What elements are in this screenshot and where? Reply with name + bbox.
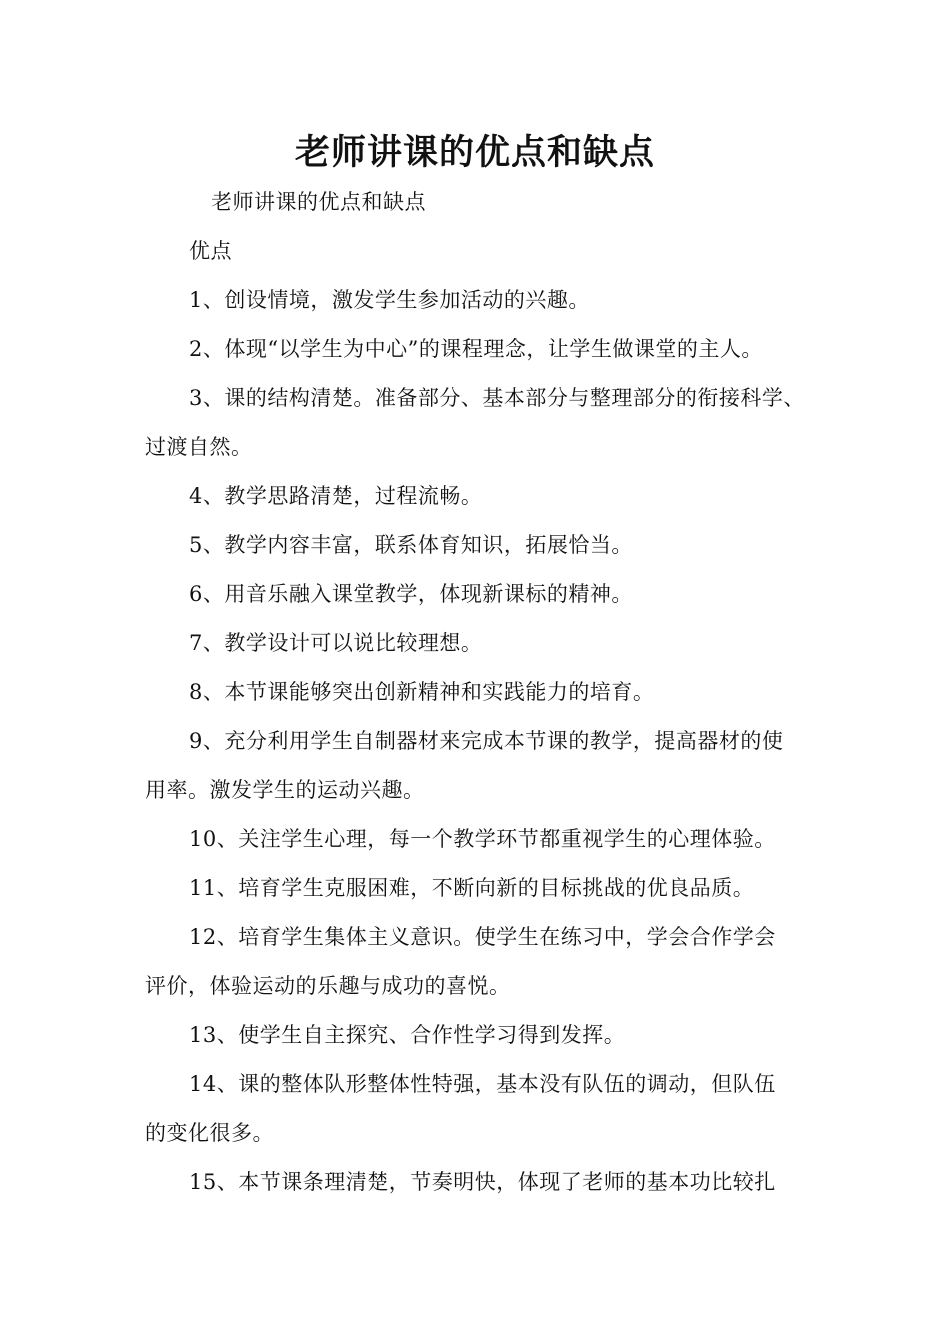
document-body bbox=[145, 186, 820, 1198]
paragraph-line: 6、用音乐融入课堂教学，体现新课标的精神。 bbox=[189, 582, 633, 606]
paragraph-line: 13、使学生自主探究、合作性学习得到发挥。 bbox=[189, 1023, 626, 1047]
paragraph bbox=[145, 676, 820, 708]
paragraph-line: 11、培育学生克服困难，不断向新的目标挑战的优良品质。 bbox=[189, 876, 755, 900]
paragraph-line: 4、教学思路清楚，过程流畅。 bbox=[189, 484, 483, 508]
paragraph-line: 8、本节课能够突出创新精神和实践能力的培育。 bbox=[189, 680, 655, 704]
paragraph bbox=[145, 627, 820, 659]
paragraph bbox=[145, 578, 820, 610]
paragraph bbox=[145, 921, 820, 1002]
paragraph-continuation-line: 过渡自然。 bbox=[145, 435, 253, 459]
paragraph bbox=[145, 872, 820, 904]
paragraph-continuation-line: 的变化很多。 bbox=[145, 1121, 274, 1145]
paragraph-list bbox=[145, 284, 820, 1198]
paragraph-line: 15、本节课条理清楚，节奏明快，体现了老师的基本功比较扎 bbox=[189, 1170, 776, 1194]
page-title: 老师讲课的优点和缺点 bbox=[294, 133, 655, 173]
paragraph-line: 2、体现“以学生为中心”的课程理念，让学生做课堂的主人。 bbox=[189, 337, 763, 361]
paragraph bbox=[145, 382, 820, 463]
paragraph bbox=[145, 1019, 820, 1051]
paragraph bbox=[145, 480, 820, 512]
paragraph-line: 12、培育学生集体主义意识。使学生在练习中，学会合作学会 bbox=[189, 925, 776, 949]
paragraph bbox=[145, 1068, 820, 1149]
paragraph bbox=[145, 284, 820, 316]
paragraph-line: 3、课的结构清楚。准备部分、基本部分与整理部分的衔接科学、 bbox=[189, 386, 805, 410]
paragraph bbox=[145, 333, 820, 365]
paragraph bbox=[145, 1166, 820, 1198]
document-subtitle: 老师讲课的优点和缺点 bbox=[211, 190, 426, 214]
paragraph bbox=[145, 725, 820, 806]
paragraph-line: 7、教学设计可以说比较理想。 bbox=[189, 631, 483, 655]
paragraph-line: 10、关注学生心理，每一个教学环节都重视学生的心理体验。 bbox=[189, 827, 776, 851]
paragraph-line: 9、充分利用学生自制器材来完成本节课的教学，提高器材的使 bbox=[189, 729, 784, 753]
paragraph-line: 1、创设情境，激发学生参加活动的兴趣。 bbox=[189, 288, 590, 312]
paragraph-line: 14、课的整体队形整体性特强，基本没有队伍的调动，但队伍 bbox=[189, 1072, 776, 1096]
paragraph bbox=[145, 823, 820, 855]
paragraph bbox=[145, 529, 820, 561]
paragraph-continuation-line: 用率。激发学生的运动兴趣。 bbox=[145, 778, 425, 802]
paragraph-line: 5、教学内容丰富，联系体育知识，拓展恰当。 bbox=[189, 533, 633, 557]
paragraph-continuation-line: 评价，体验运动的乐趣与成功的喜悦。 bbox=[145, 974, 511, 998]
section-heading: 优点 bbox=[189, 239, 232, 263]
